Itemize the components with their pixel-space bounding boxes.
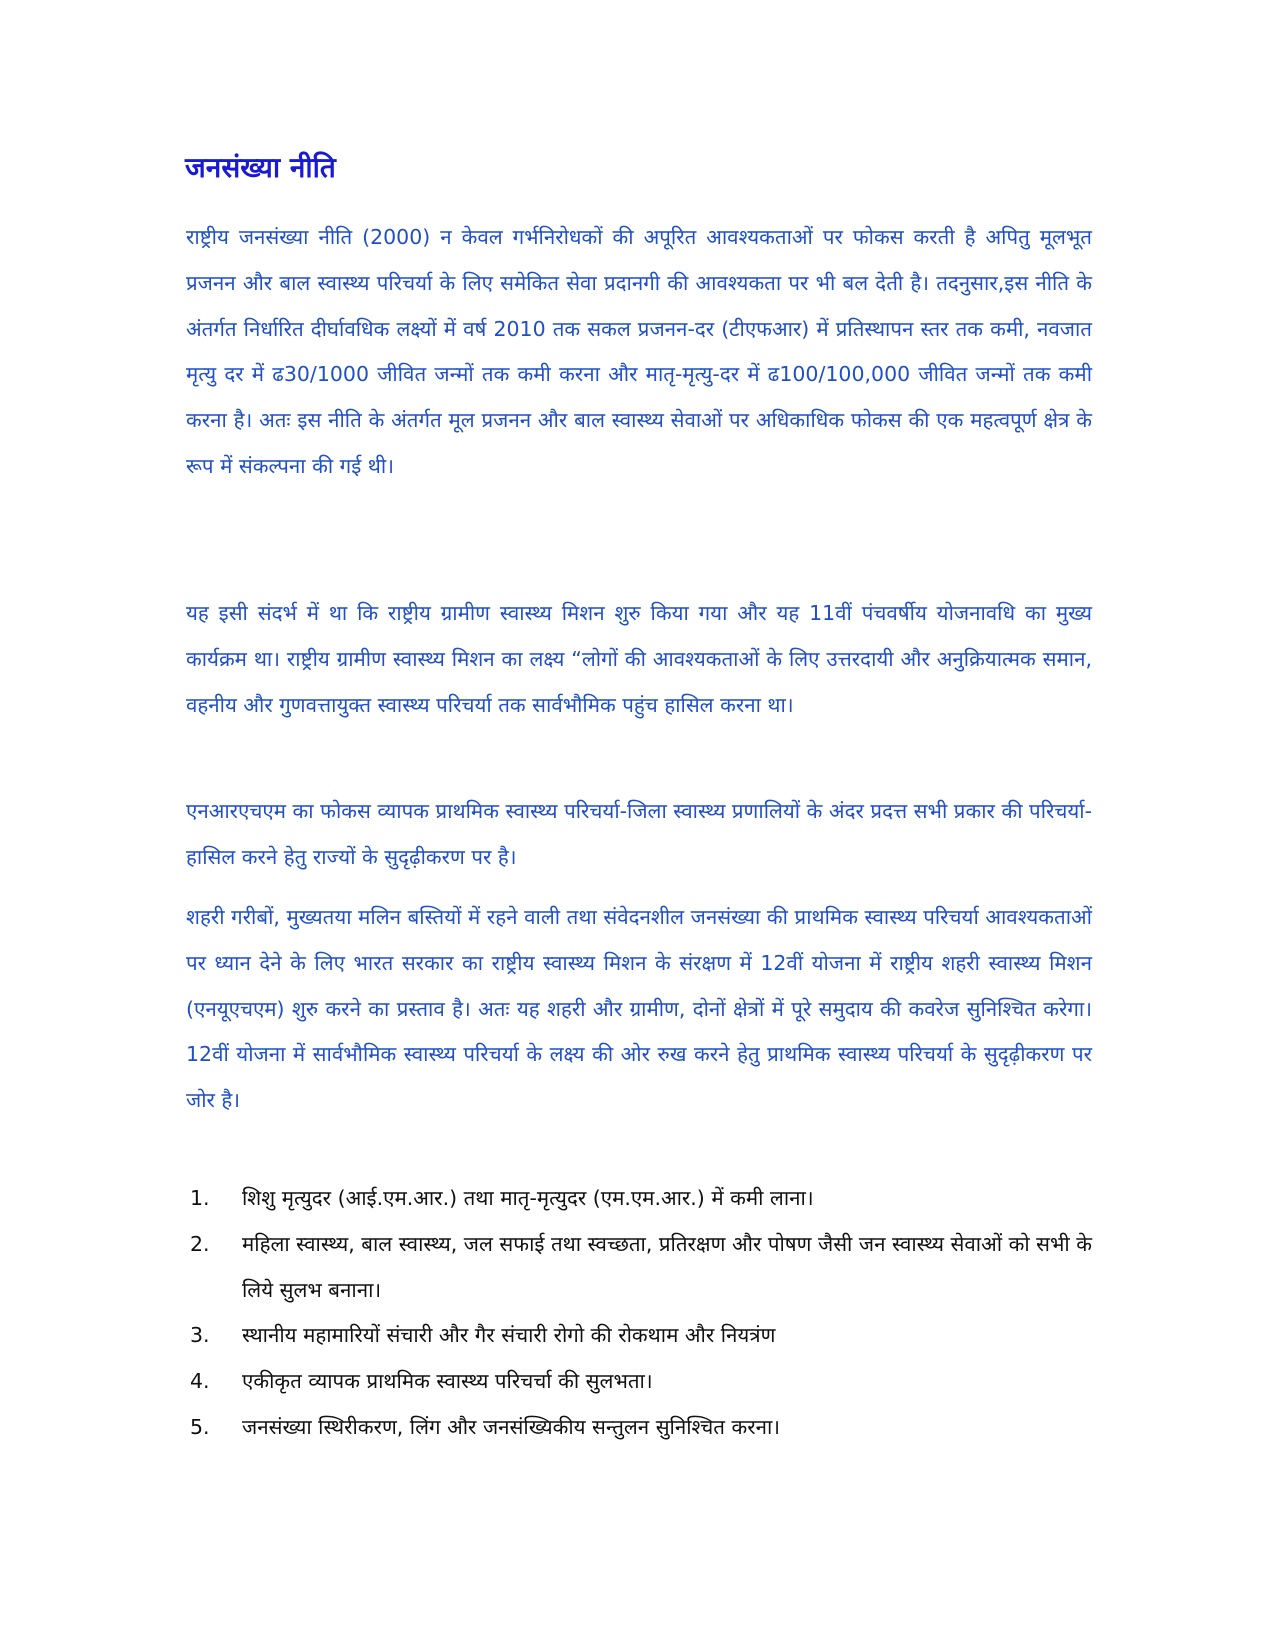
list-item-number: 4.: [190, 1369, 210, 1394]
list-item-text: जनसंख्या स्थिरीकरण, लिंग और जनसंख्यिकीय सन्तुलन सुनिश्चित करना।: [242, 1414, 781, 1439]
list-item: [186, 1222, 1092, 1314]
list-item-text: स्थानीय महामारियों संचारी और गैर संचारी रोगो की रोकथाम और नियत्रंण: [242, 1323, 776, 1348]
page-title: जनसंख्या नीति: [185, 151, 336, 184]
list-item-number: 2.: [190, 1231, 210, 1256]
list-item: [186, 1359, 1092, 1405]
goals-list: [186, 1176, 1092, 1451]
list-item-text: एकीकृत व्यापक प्राथमिक स्वास्थ्य परिचर्चा की सुलभता।: [242, 1369, 653, 1394]
paragraph-nrhm-context: यह इसी संदर्भ में था कि राष्ट्रीय ग्रामीण स्वास्थ्य मिशन शुरु किया गया और यह 11वीं पंचवर्षीय योजनावधि का मुख्य कार्यक्रम था। राष्ट्रीय ग्रामीण स्वास्थ्य मिशन का लक्ष्य “लोगों की आवश्यकताओं के लिए उत्तरदायी और अनुक्रियात्मक समान, वहनीय और गुणवत्तायुक्त स्वास्थ्य परिचर्या तक सार्वभौमिक पहुंच हासिल करना था।: [186, 601, 1092, 717]
list-item-number: 1.: [190, 1186, 210, 1210]
list-item: [186, 1405, 1092, 1451]
list-item: [186, 1313, 1092, 1359]
list-item-text: शिशु मृत्युदर (आई.एम.आर.) तथा मातृ-मृत्युदर (एम.एम.आर.) में कमी लाना।: [242, 1186, 814, 1210]
list-item: [186, 1176, 1092, 1222]
paragraph-population-policy: राष्ट्रीय जनसंख्या नीति (2000) न केवल गर्भनिरोधकों की अपूरित आवश्यकताओं पर फोकस करती है अपितु मूलभूत प्रजनन और बाल स्वास्थ्य परिचर्या के लिए समेकित सेवा प्रदानगी की आवश्यकता पर भी बल देती है। तदनुसार,इस नीति के अंतर्गत निर्धारित दीर्घावधिक लक्ष्यों में वर्ष 2010 तक सकल प्रजनन-दर (टीएफआर) में प्रतिस्थापन स्तर तक कमी, नवजात मृत्यु दर में ढ30/1000 जीवित जन्मों तक कमी करना और मातृ-मृत्यु-दर में ढ100/100,000 जीवित जन्मों तक कमी करना है। अतः इस नीति के अंतर्गत मूल प्रजनन और बाल स्वास्थ्य सेवाओं पर अधिकाधिक फोकस की एक महत्वपूर्ण क्षेत्र के रूप में संकल्पना की गई थी।: [186, 225, 1092, 478]
list-item-text: महिला स्वास्थ्य, बाल स्वास्थ्य, जल सफाई तथा स्वच्छता, प्रतिरक्षण और पोषण जैसी जन स्वास्थ्य सेवाओं को सभी के लिये सुलभ बनाना।: [242, 1231, 1092, 1302]
list-item-number: 3.: [190, 1323, 210, 1348]
paragraph-nuhm: शहरी गरीबों, मुख्यतया मलिन बस्तियों में रहने वाली तथा संवेदनशील जनसंख्या की प्राथमिक स्वास्थ्य परिचर्या आवश्यकताओं पर ध्यान देने के लिए भारत सरकार का राष्ट्रीय स्वास्थ्य मिशन के संरक्षण में 12वीं योजना में राष्ट्रीय शहरी स्वास्थ्य मिशन (एनयूएचएम) शुरु करने का प्रस्ताव है। अतः यह शहरी और ग्रामीण, दोनों क्षेत्रों में पूरे समुदाय की कवरेज सुनिश्चित करेगा। 12वीं योजना में सार्वभौमिक स्वास्थ्य परिचर्या के लक्ष्य की ओर रुख करने हेतु प्राथमिक स्वास्थ्य परिचर्या के सुदृढ़ीकरण पर जोर है।: [186, 905, 1092, 1113]
paragraph-nrhm-focus: एनआरएचएम का फोकस व्यापक प्राथमिक स्वास्थ्य परिचर्या-जिला स्वास्थ्य प्रणालियों के अंदर प्रदत्त सभी प्रकार की परिचर्या-हासिल करने हेतु राज्यों के सुदृढ़ीकरण पर है।: [186, 799, 1092, 869]
list-item-number: 5.: [190, 1414, 210, 1439]
